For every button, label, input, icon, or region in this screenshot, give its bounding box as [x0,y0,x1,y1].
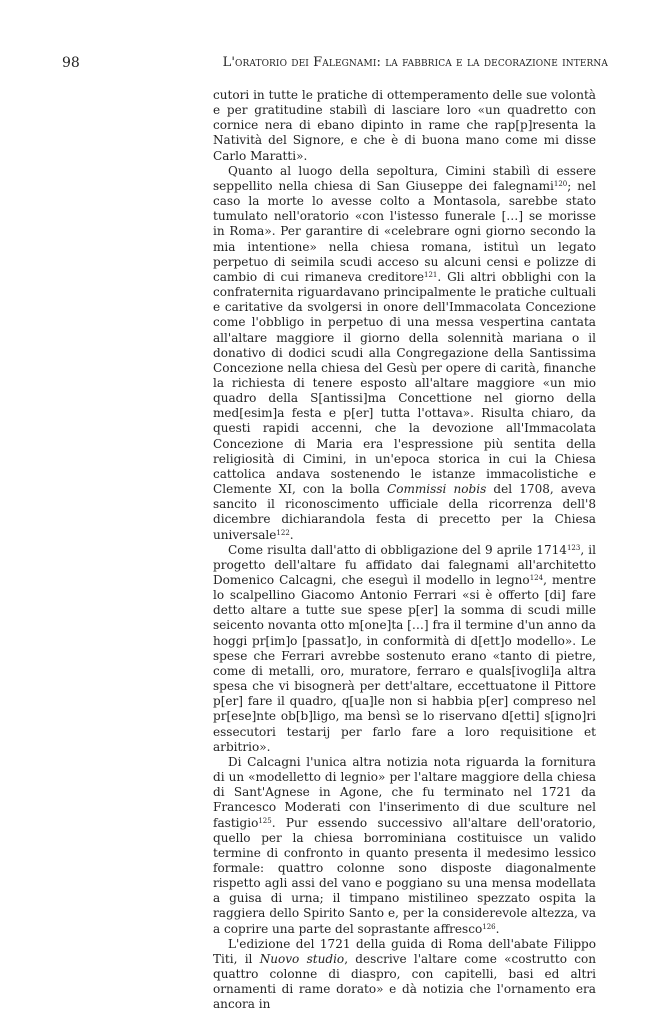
paragraph [213,88,596,164]
page-header [62,55,608,75]
text-run: , mentre lo scalpellino Giacomo Antonio Ferrari «si è offerto [di] fare detto altare a tutte sue spese p[er] la somma di scudi mille seicento novanta otto m[one]ta […] fra il termine d'un anno da hoggi pr[im]o [passat]o, in conformità di d[ett]o modello». Le spese che Ferrari avrebbe sostenuto erano «tanto di pietre, come di metalli, oro, muratore, ferraro e quals[ivogli]a altra spesa che vi bisognerà per dett'altare, eccettuatone il Pittore p[er] fare il quadro, q[ua]le non si habbia p[er] compreso nel pr[ese]nte ob[b]ligo, ma bensì se lo riservano d[etti] s[igno]ri essecutori testarij per farlo fare a loro requisitione et arbitrio». [213,573,596,754]
text-run: . Pur essendo successivo all'altare dell'oratorio, quello per la chiesa borrominiana costituisce un valido termine di confronto in quanto presenta il medesimo lessico formale: quattro colonne sono disposte diagonalmente rispetto agli assi del vano e poggiano su una mensa modellata a guisa di urna; il timpano mistilineo spezzato ospita la raggiera dello Spirito Santo e, per la considerevole altezza, va a coprire una parte del soprastante affresco [213,815,596,936]
text-run: . [495,921,500,936]
paragraph [213,755,596,937]
footnote-ref: 120 [553,179,568,188]
text-run: cutori in tutte le pratiche di ottemperamento delle sue volontà e per gratitudine stabilì di lasciare loro «un quadretto con cornice nera di ebano dipinto in rame che rap[p]resenta la Natività del Signore, e che è di buona mano come mi disse Carlo Maratti». [213,88,596,163]
footnote-ref: 123 [566,543,581,552]
running-head [223,55,608,70]
paragraph [213,164,596,543]
running-head-smallcaps-1: 'oratorio dei [231,55,314,70]
paragraph [213,543,596,755]
text-run: ; nel caso la morte lo avesse colto a Montasola, sarebbe stato tumulato nell'oratorio «con l'istesso funerale […] se morisse in Roma». Per garantire di «celebrare ogni giorno secondo la mia intentione» nella chiesa romana, istituì un legato perpetuo di seimila scudi acceso su alcuni censi e polizze di cambio di cui rimaneva creditore [213,178,596,284]
running-head-initial-1: L [222,55,232,70]
body-text [213,88,596,1013]
footnote-ref: 124 [529,574,544,582]
running-head-smallcaps-2: alegnami: la fabbrica e la decorazione interna [322,55,608,70]
footnote-ref: 125 [258,816,272,825]
footnote-ref: 122 [276,528,290,537]
text-run: , il progetto dell'altare fu affidato dai falegnami all'architetto Domenico Calcagni, che eseguì il modello in legno [213,542,596,587]
paragraph [213,937,596,1013]
text-run: . Gli altri obblighi con la confraternita riguardavano principalmente le pratiche cultuali e caritative da svolgersi in onore dell'Immacolata Concezione come l'obbligo in perpetuo di una messa vespertina cantata all'altare maggiore il giorno della solennità mariana o il donativo di dodici scudi alla Congregazione della Santissima Concezione nella chiesa del Gesù per opere di carità, finanche la richiesta di tenere esposto all'altare maggiore «un mio quadro della S[antissi]ma Concettione nel giorno della med[esim]a festa e p[er] tutta l'ottava». Risulta chiaro, da questi rapidi accenni, che la devozione all'Immacolata Concezione di Maria era l'espressione più sentita della religiosità di Cimini, in un'epoca storica in cui la Chiesa cattolica andava sostenendo le istanze immacolistiche e Clemente XI, con la bolla [213,269,597,497]
text-run: Di Calcagni l'unica altra notizia nota riguarda la fornitura di un «modelletto di legnio» per l'altare maggiore della chiesa di Sant'Agnese in Agone, che fu terminato nel 1721 da Francesco Moderati con l'inserimento di due sculture nel fastigio [213,754,596,830]
text-run: del 1708, aveva sancito il riconoscimento ufficiale della ricorrenza dell'8 dicembre dichiarandola festa di precetto per la Chiesa universale [213,482,596,542]
text-run: Quanto al luogo della sepoltura, Cimini stabilì di essere seppellito nella chiesa di San Giuseppe dei falegnami [213,163,596,193]
running-head-initial-2: F [313,55,323,70]
footnote-ref: 126 [482,922,496,931]
footnote-ref: 121 [423,270,438,279]
text-run: . [289,527,294,542]
italic-title: Commissi nobis [386,482,487,497]
text-run: Come risulta dall'atto di obbligazione del 9 aprile 1714 [228,542,567,557]
text-run: , descrive l'altare come «costrutto con quattro colonne di diaspro, con capitelli, basi ed altri ornamenti di rame dorato» e dà notizia che l'ornamento era ancora in [213,951,597,1012]
italic-title: Nuovo studio [259,951,345,966]
page-number: 98 [62,55,80,71]
text-run: L'edizione del 1721 della guida di Roma dell'abate Filippo Titi, il [213,936,596,966]
